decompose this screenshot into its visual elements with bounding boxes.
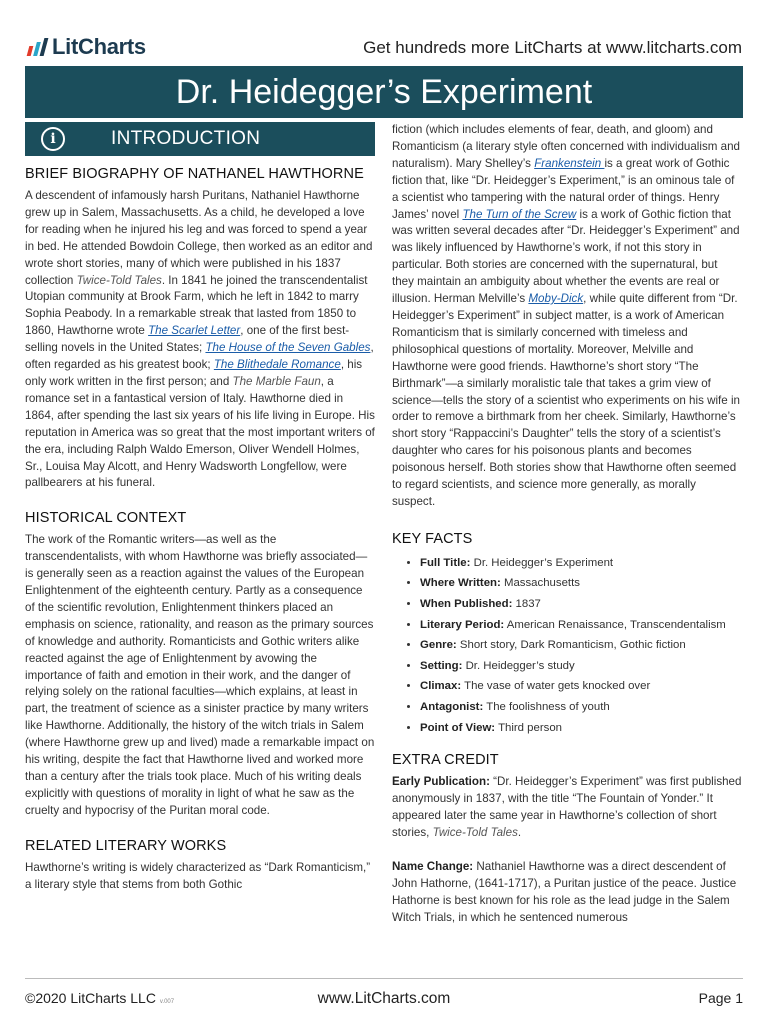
text-span: fiction (which includes elements of fear, death, and gloom) and Romanticism (a literary style often concerned with individualism and naturalism). Mary Shelley’s — [392, 123, 740, 170]
info-icon: i — [41, 127, 65, 151]
fact-label: Genre: — [420, 639, 457, 652]
link-frankenstein[interactable]: Frankenstein — [534, 156, 605, 170]
key-facts-heading: KEY FACTS — [392, 530, 473, 547]
document-title: Dr. Heidegger’s Experiment — [175, 72, 593, 111]
lead-label: Early Publication: — [392, 775, 490, 789]
text-span: A descendent of infamously harsh Puritans, Nathaniel Hawthorne grew up in Salem, Massachusetts. As a child, he developed a love for reading when he injured his leg and was forced to spend a year in bed. He attended Bowdoin College, then worked as an editor and wrote short stories, many of which were published in his 1837 collection — [25, 189, 373, 287]
copyright-text: ©2020 LitCharts LLC — [25, 990, 156, 1006]
key-fact-item — [420, 594, 742, 615]
biography-section — [25, 166, 375, 492]
text-span: Nathaniel Hawthorne was a direct descendent of John Hathorne, (1641-1717), a Puritan justice of the peace. Justice Hathorne is best known for his role as the lead judge in the Salem Witch Trials, in which he sentenced numerous — [392, 859, 737, 924]
name-change-text — [392, 859, 742, 927]
key-facts-list — [392, 553, 742, 738]
biography-heading: BRIEF BIOGRAPHY OF NATHANEL HAWTHORNE — [25, 166, 364, 182]
text-span: , a romance set in a fantastical version of Italy. Hawthorne died in 1864, after spending the last six years of his life living in Europe. His reputation in America was so great that the most important writers of the era, including Ralph Waldo Emerson, Oliver Wendell Holmes, Sr., Louisa May Alcott, and Henry Wadsworth Longfellow, were pallbearers at his funeral. — [25, 374, 375, 490]
link-moby-dick[interactable]: Moby-Dick — [528, 292, 584, 306]
fact-label: Point of View: — [420, 721, 496, 734]
text-span: is a great work of Gothic fiction that, like “Dr. Heidegger’s Experiment,” is an ominous tale of a scientist who tampering with the natural order of things. Henry James’ novel — [392, 156, 735, 221]
early-publication-text — [392, 774, 742, 842]
key-facts-section — [392, 531, 742, 738]
fact-label: Where Written: — [420, 577, 501, 590]
fact-value: The vase of water gets knocked over — [461, 680, 651, 693]
text-span: . In 1841 he joined the transcendentalist Utopian community at Brook Farm, which he left in 1842 to marry Sophia Peabody. In a remarkable streak that lasted from 1850 to 1860, Hawthorne wrote — [25, 273, 368, 338]
historical-heading: HISTORICAL CONTEXT — [25, 510, 187, 527]
key-fact-item — [420, 718, 742, 739]
version-text: v.007 — [159, 999, 175, 1005]
link-blithedale-romance[interactable]: The Blithedale Romance — [213, 358, 341, 372]
key-fact-item — [420, 573, 742, 594]
lead-label: Name Change: — [392, 859, 474, 873]
key-fact-item — [420, 553, 742, 574]
introduction-label: INTRODUCTION — [111, 128, 261, 149]
page-header — [0, 0, 768, 62]
related-section — [25, 838, 375, 894]
title-bar — [25, 66, 743, 118]
book-title: Twice-Told Tales — [76, 273, 162, 287]
text-span: , one of the first best-selling novels in the United States; — [25, 324, 350, 355]
key-fact-item — [420, 656, 742, 677]
fact-value: Third person — [495, 721, 563, 734]
fact-value: The foolishness of youth — [483, 701, 610, 713]
footer-divider — [25, 978, 743, 979]
footer-page-number: Page 1 — [698, 990, 743, 1006]
text-span: , while quite different from “Dr. Heidegger’s Experiment” in subject matter, is a work of American Romanticism that is similarly concerned with timeless and philosophical questions of mortality. Moreover, Melville and Hawthorne were good friends. Hawthorne’s short story “The Birthmark”—a similarly moralistic tale that takes a grim view of science—tells the story of a scientist who experiments on his wife in order to remove a birthmark from her cheek. Similarly, Hawthorne’s short story “Rappaccini’s Daughter” tells the story of a scientist’s daughter who cares for his poisonous plants and becomes poisonous herself. Both stories show that Hawthorne often seemed to regard scientists, and science more generally, as morally suspect. — [392, 292, 740, 508]
book-title: The Marble Faun — [232, 374, 321, 388]
extra-credit-heading: EXTRA CREDIT — [392, 752, 499, 769]
book-title: Twice-Told Tales — [432, 825, 518, 839]
fact-label: Full Title: — [420, 556, 471, 569]
text-span: , his only work written in the first person; and — [25, 358, 363, 388]
litcharts-logo[interactable] — [28, 34, 146, 60]
fact-value: Dr. Heidegger’s study — [462, 659, 575, 672]
key-fact-item — [420, 635, 742, 656]
historical-section — [25, 510, 375, 819]
fact-value: Dr. Heidegger’s Experiment — [470, 556, 614, 569]
footer-site-link[interactable]: www.LitCharts.com — [317, 990, 451, 1007]
text-span: is a work of Gothic fiction that was written several decades after “Dr. Heidegger’s Experiment” and was likely influenced by Hawthorne’s work, if not this story in particular. Both stories are concerned with the supernatural, but they maintain an ambiguity about whether the events are real or illusion. Herman Melville’s — [392, 207, 740, 306]
left-column — [25, 122, 375, 894]
fact-label: Literary Period: — [420, 618, 505, 631]
historical-text: The work of the Romantic writers—as well as the transcendentalists, with whom Hawthorne was briefly associated—is generally seen as a reaction against the values of the European Enlightenment of the eighteenth century. Partly as a consequence of the scientific revolution, Enlightenment thinkers placed an emphasis on science, rationality, and reason as the primary sources of knowledge and authority. Romanticists and Gothic writers alike reacted against the age of Enlightenment by avowing the importance of faith and emotion in their work, and the danger of relying solely on the rational faculties—which explains, at least in part, the treatment of science as a sinister practice by many writers like Hawthorne. Additionally, the history of the witch trials in Salem (where Hawthorne grew up and lived) made a remarkable impact on his writing, despite the fact that Hawthorne lived and worked more than a century after the trials took place. Much of his writing deals explicitly with questions of morality in light of what he saw as the cruelty and hypocrisy of the Puritan moral code. — [25, 533, 375, 817]
biography-text — [25, 188, 375, 492]
text-span: , often regarded as his greatest book; — [25, 341, 374, 372]
fact-value: 1837 — [512, 598, 541, 611]
related-text-continued — [392, 122, 742, 511]
fact-value: Massachusetts — [500, 577, 580, 590]
key-fact-item — [420, 615, 742, 636]
related-text: Hawthorne’s writing is widely characterized as “Dark Romanticism,” a literary style that stems from both Gothic — [25, 860, 371, 891]
right-column — [392, 122, 742, 926]
fact-label: When Published: — [420, 598, 513, 611]
fact-label: Climax: — [420, 680, 462, 693]
introduction-header — [25, 122, 375, 156]
fact-label: Antagonist: — [420, 701, 484, 713]
promo-text: Get hundreds more LitCharts at www.litcharts.com — [363, 38, 742, 57]
fact-label: Setting: — [420, 659, 463, 672]
link-scarlet-letter[interactable]: The Scarlet Letter — [148, 324, 241, 338]
link-turn-of-the-screw[interactable]: The Turn of the Screw — [462, 207, 577, 221]
key-fact-item — [420, 697, 742, 718]
key-fact-item — [420, 676, 742, 697]
text-span: . — [517, 825, 522, 839]
logo-text: LitCharts — [52, 34, 146, 59]
text-span: “Dr. Heidegger’s Experiment” was first published anonymously in 1837, with the title “The Fountain of Yonder.” It appeared later the same year in Hawthorne’s collection of short stories, — [392, 775, 742, 839]
fact-value: American Renaissance, Transcendentalism — [504, 618, 726, 631]
fact-value: Short story, Dark Romanticism, Gothic fiction — [456, 639, 686, 652]
logo-bars-icon — [28, 38, 46, 56]
link-seven-gables[interactable]: The House of the Seven Gables — [205, 341, 371, 355]
extra-credit-section — [392, 752, 742, 926]
related-heading: RELATED LITERARY WORKS — [25, 837, 227, 854]
